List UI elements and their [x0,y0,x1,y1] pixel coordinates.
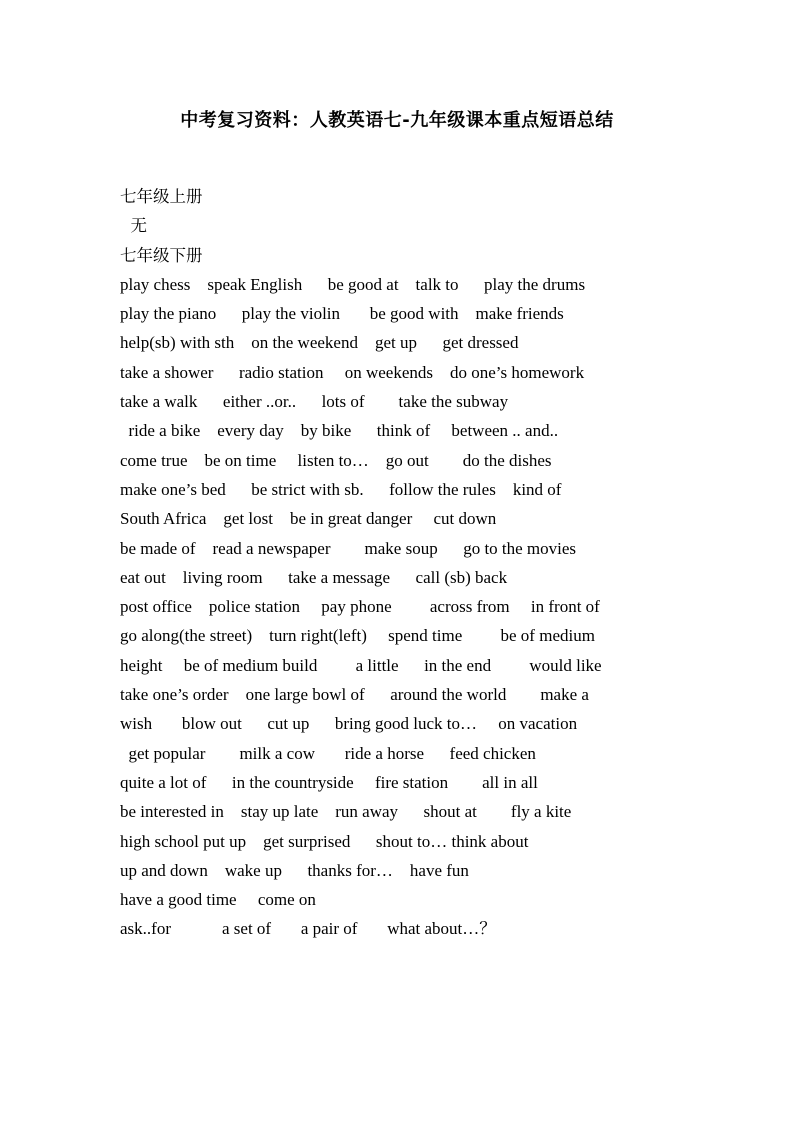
phrase-line: wish blow out cut up bring good luck to… on vacation [120,714,578,734]
phrase-line: play the piano play the violin be good with make friends [120,304,564,324]
phrase-line: quite a lot of in the countryside fire station all in all [120,772,538,792]
phrase-line: take a walk either ..or.. lots of take the subway [120,392,509,412]
section-heading-grade7-vol2: 七年级下册 [120,245,203,265]
phrase-line: come true be on time listen to… go out do the dishes [120,450,552,470]
phrase-line: take a shower radio station on weekends do one’s homework [120,362,585,382]
phrase-line: have a good time come on [120,890,316,910]
phrase-line: be made of read a newspaper make soup go to the movies [120,538,577,558]
phrase-line: get popular milk a cow ride a horse feed chicken [120,743,536,763]
phrase-line: South Africa get lost be in great danger cut down [120,509,497,529]
phrase-list [120,182,690,944]
phrase-line: post office police station pay phone across from in front of [120,597,600,617]
section-heading-grade7-vol1: 七年级上册 [120,187,203,206]
document-title: 中考复习资料：人教英语七-九年级课本重点短语总结 [180,110,614,131]
phrase-line: ask..for a set of a pair of what about…？ [120,919,497,939]
phrase-line: be interested in stay up late run away shout at fly a kite [120,802,572,822]
section-content-none: 无 [120,216,147,236]
phrase-line: height be of medium build a little in the end would like [120,655,602,675]
phrase-line: help(sb) with sth on the weekend get up get dressed [120,333,519,353]
phrase-line: ride a bike every day by bike think of between .. and.. [120,421,559,441]
phrase-line: make one’s bed be strict with sb. follow the rules kind of [120,479,562,499]
phrase-line: take one’s order one large bowl of around the world make a [120,685,589,705]
phrase-line: up and down wake up thanks for… have fun [120,860,469,880]
phrase-line: eat out living room take a message call (sb) back [120,567,508,587]
phrase-line: play chess speak English be good at talk to play the drums [120,274,586,294]
phrase-line: go along(the street) turn right(left) spend time be of medium [120,626,595,646]
phrase-line: high school put up get surprised shout to… think about [120,831,529,851]
